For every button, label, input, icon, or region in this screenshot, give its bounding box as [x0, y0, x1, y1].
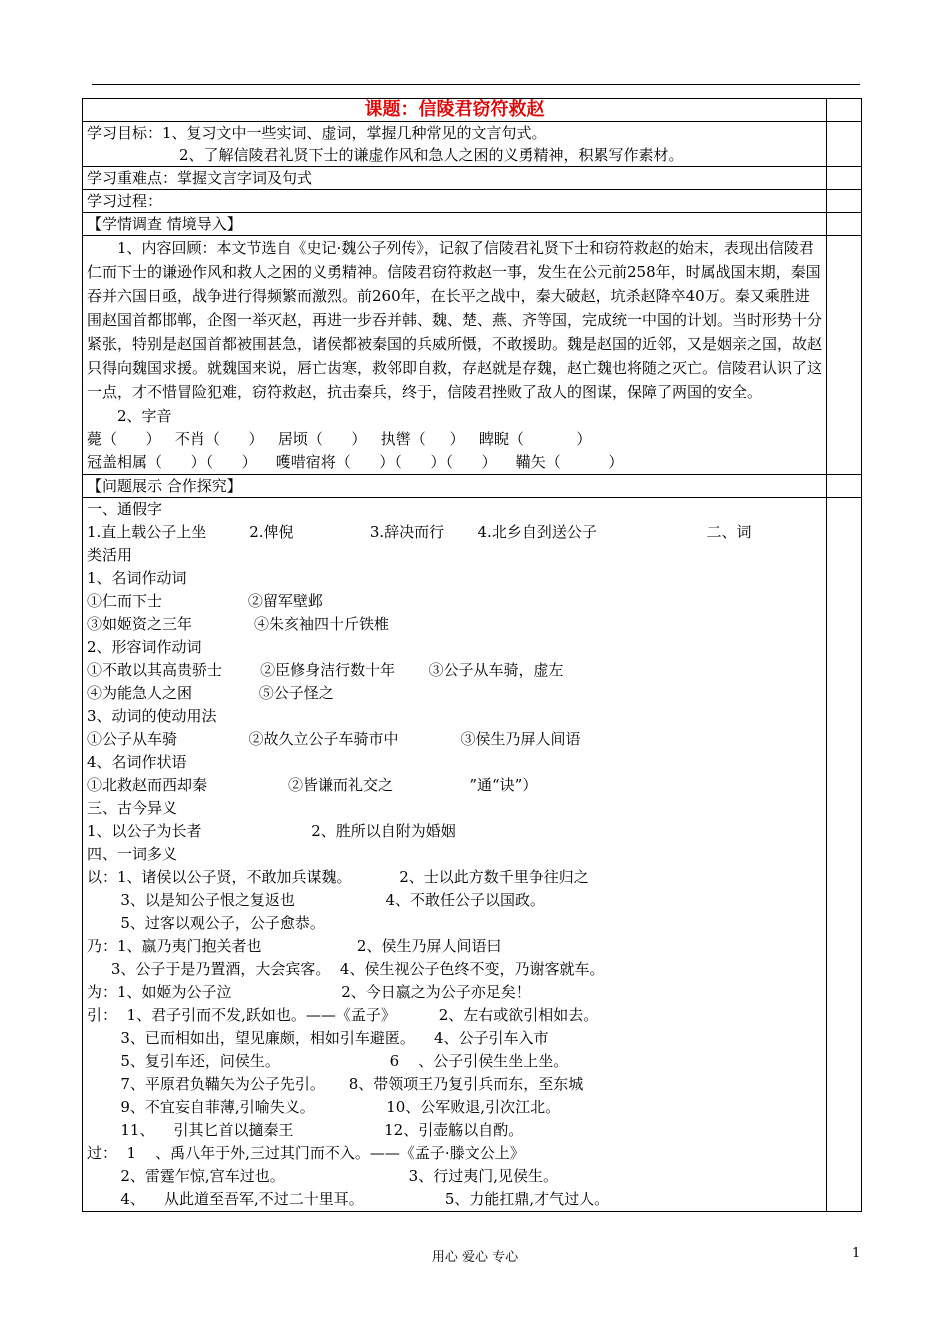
exercise-line: 1.直上载公子上坐 2.俾倪 3.辞决而行 4.北乡自刭送公子 二、词 [87, 523, 752, 541]
exercise-line: 3、已而相如出，望见廉颇，相如引车避匿。 4、公子引车入市 [87, 1029, 549, 1047]
exercise-line: 乃：1、嬴乃夷门抱关者也 2、侯生乃屏人间语曰 [87, 937, 502, 955]
exercise-line: 7、平原君负鞴矢为公子先引。 8、带领项王乃复引兵而东，至东城 [87, 1075, 584, 1093]
side-cell [827, 167, 862, 190]
section2-header: 【问题展示 合作探究】 [83, 475, 827, 498]
side-cell [827, 475, 862, 498]
key-points-row [83, 167, 862, 190]
exercise-line: ④为能急人之困 ⑤公子怪之 [87, 684, 334, 702]
page-title: 课题：信陵君窃符救赵 [83, 99, 827, 122]
exercise-line: 5、复引车还，问侯生。 6 、公子引侯生坐上坐。 [87, 1052, 569, 1070]
pronunciation-title: 2、字音 [117, 407, 172, 425]
side-cell [827, 190, 862, 213]
side-cell [827, 122, 862, 167]
exercise-line: 类活用 [87, 546, 133, 564]
pronunciation-line-2: 冠盖相属（ ）（ ） 嚄唶宿将（ ）（ ）（ ） 鞴矢（ ） [87, 453, 624, 471]
exercise-line: 为：1、如姬为公子泣 2、今日嬴之为公子亦足矣！ [87, 983, 531, 1001]
exercise-line: 11、 引其匕首以擿秦王 12、引壶觞以自酌。 [87, 1121, 524, 1139]
exercise-line: 1、以公子为长者 2、胜所以自附为婚姻 [87, 822, 456, 840]
exercise-line: 9、不宜妄自菲薄,引喻失义。 10、公军败退,引次江北。 [87, 1098, 561, 1116]
goals-cell [83, 122, 827, 167]
goals-line-2: 2、了解信陵君礼贤下士的谦虚作风和急人之困的义勇精神，积累写作素材。 [179, 146, 684, 164]
side-cell [827, 498, 862, 1212]
intro-paragraph: 1、内容回顾：本文节选自《史记·魏公子列传》，记叙了信陵君礼贤下士和窃符救赵的始末，表现出信陵君仁而下士的谦逊作风和救人之困的义勇精神。信陵君窃符救赵一事，发生在公元前258年，时属战国末期，秦国吞并六国日亟，战争进行得频繁而激烈。前260年，在长平之战中，秦大破赵，坑杀赵降卒40万。秦又乘胜进围赵国首都邯郸，企图一举灭赵，再进一步吞并韩、魏、楚、燕、齐等国，完成统一中国的计划。当时形势十分紧张，特别是赵国首都被围甚急，诸侯都被秦国的兵威所慑，不敢援助。魏是赵国的近邻，又是姻亲之国，故赵只得向魏国求援。就魏国来说，唇亡齿寒，救邻即自救，存赵就是存魏，赵亡魏也将随之灭亡。信陵君认识了这一点，才不惜冒险犯难，窃符救赵，抗击秦兵，终于，信陵君挫败了敌人的图谋，保障了两国的安全。 [87, 239, 823, 401]
exercise-line: 一、通假字 [87, 500, 163, 518]
exercise-line: 3、动词的使动用法 [87, 707, 217, 725]
key-points: 学习重难点：掌握文言字词及句式 [83, 167, 827, 190]
section2-body [83, 498, 827, 1212]
pronunciation-line-1: 薨（ ） 不肖（ ） 居顷（ ） 执辔（ ） 睥睨（ ） [87, 430, 592, 448]
exercise-line: ③如姬资之三年 ④朱亥袖四十斤铁椎 [87, 615, 389, 633]
exercise-line: 三、古今异义 [87, 799, 178, 817]
exercise-line: 过： 1 、禹八年于外,三过其门而不入。——《孟子·滕文公上》 [87, 1144, 525, 1162]
process-label: 学习过程： [83, 190, 827, 213]
section1-body-row [83, 236, 862, 475]
process-row [83, 190, 862, 213]
section1-header-row [83, 213, 862, 236]
exercise-line: 3、公子于是乃置酒，大会宾客。 4、侯生视公子色终不变，乃谢客就车。 [87, 960, 605, 978]
exercise-line: 四、一词多义 [87, 845, 178, 863]
title-row [83, 99, 862, 122]
section2-header-row [83, 475, 862, 498]
exercise-line: ①不敢以其高贵骄士 ②臣修身洁行数十年 ③公子从车骑，虚左 [87, 661, 564, 679]
lesson-table [82, 98, 862, 1212]
goals-line-1: 学习目标：1、复习文中一些实词、虚词，掌握几种常见的文言句式。 [87, 124, 547, 142]
page-number: 1 [852, 1246, 861, 1261]
exercise-line: 5、过客以观公子，公子愈恭。 [87, 914, 325, 932]
exercise-line: ①北救赵而西却秦 ②皆谦而礼交之 ”通“诀”） [87, 776, 538, 794]
footer-motto: 用心 爱心 专心 [431, 1250, 519, 1265]
exercise-line: ①仁而下士 ②留军壁邺 [87, 592, 323, 610]
section2-body-row [83, 498, 862, 1212]
exercise-line: 4、 从此道至吾军,不过二十里耳。 5、力能扛鼎,才气过人。 [87, 1190, 610, 1208]
exercise-line: 4、名词作状语 [87, 753, 187, 771]
goals-row [83, 122, 862, 167]
header-rule [92, 84, 860, 85]
exercise-line: 2、雷霆乍惊,宫车过也。 3、行过夷门,见侯生。 [87, 1167, 558, 1185]
side-cell [827, 99, 862, 122]
side-cell [827, 213, 862, 236]
exercise-line: ①公子从车骑 ②故久立公子车骑市中 ③侯生乃屏人间语 [87, 730, 581, 748]
side-cell [827, 236, 862, 475]
section1-body [83, 236, 827, 475]
exercise-line: 以：1、诸侯以公子贤，不敢加兵谋魏。 2、士以此方数千里争往归之 [87, 868, 589, 886]
section1-header: 【学情调查 情境导入】 [83, 213, 827, 236]
exercise-line: 3、以是知公子恨之复返也 4、不敢任公子以国政。 [87, 891, 546, 909]
exercise-line: 2、形容词作动词 [87, 638, 202, 656]
exercise-line: 引： 1、君子引而不发,跃如也。——《孟子》 2、左右或欲引相如去。 [87, 1006, 599, 1024]
exercise-line: 1、名词作动词 [87, 569, 187, 587]
